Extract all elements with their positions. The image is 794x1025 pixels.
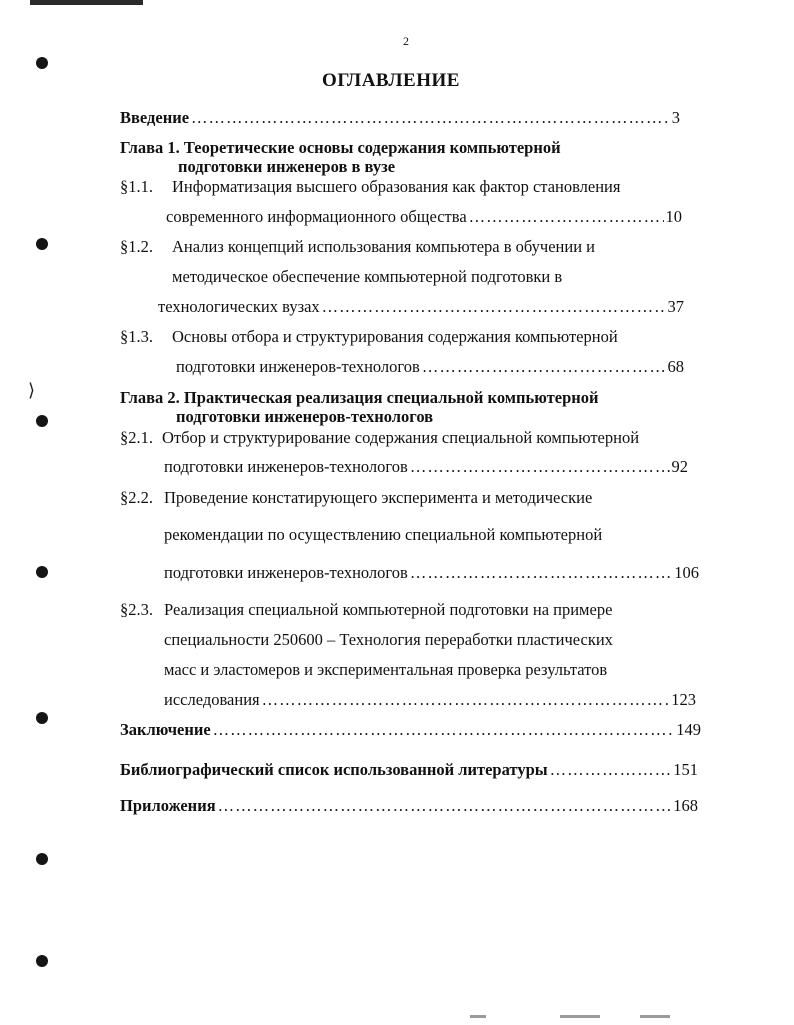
toc-page-number: 151 <box>673 760 698 779</box>
toc-page-number: 3 <box>671 108 680 127</box>
dot-leader <box>469 206 664 228</box>
chapter-2-heading-line2: подготовки инженеров-технологов <box>176 407 434 426</box>
section-text: подготовки инженеров-технологов <box>164 563 408 582</box>
toc-page-number: 149 <box>676 720 701 739</box>
toc-page-number: 106 <box>674 563 699 582</box>
chapter-1-heading-line2: подготовки инженеров в вузе <box>178 157 396 176</box>
toc-section-1-2-last[interactable] <box>158 296 684 318</box>
section-text: Анализ концепций использования компьютера в обучении и <box>172 237 595 256</box>
toc-page-number: 68 <box>667 357 684 376</box>
scan-artifact <box>560 1015 600 1018</box>
section-marker: §2.2. <box>120 488 153 507</box>
toc-page-number: 168 <box>673 796 698 815</box>
section-text: рекомендации по осуществлению специальной компьютерной <box>164 525 603 544</box>
section-marker: §2.1. <box>120 428 153 447</box>
scan-edge-bar <box>30 0 143 5</box>
scan-artifact <box>470 1015 486 1018</box>
toc-entry-appendix[interactable] <box>120 795 698 817</box>
section-text: масс и эластомеров и экспериментальная проверка результатов <box>164 660 608 679</box>
scan-artifact <box>640 1015 670 1018</box>
dot-leader <box>410 456 670 478</box>
toc-section-2-3-last[interactable] <box>164 689 696 711</box>
section-text: специальности 250600 – Технология переработки пластических <box>164 630 613 649</box>
binder-hole-icon <box>36 566 48 578</box>
section-text: Реализация специальной компьютерной подготовки на примере <box>164 600 613 619</box>
toc-page-number: 10 <box>665 207 682 226</box>
page-number: 2 <box>403 34 409 48</box>
section-text: методическое обеспечение компьютерной подготовки в <box>172 267 563 286</box>
chapter-2-heading[interactable]: Глава 2. Практическая реализация специальной компьютерной <box>120 388 599 407</box>
binder-hole-icon <box>36 853 48 865</box>
dot-leader <box>410 562 672 584</box>
section-text: подготовки инженеров-технологов <box>176 357 420 376</box>
toc-section-2-1[interactable] <box>120 427 639 449</box>
dot-leader <box>550 759 672 781</box>
section-text: Проведение констатирующего эксперимента и методические <box>164 488 593 507</box>
binder-hole-icon <box>36 955 48 967</box>
binder-hole-icon <box>36 712 48 724</box>
toc-section-1-3[interactable] <box>120 326 618 348</box>
toc-section-2-1-last[interactable] <box>164 456 688 478</box>
toc-section-1-1-last[interactable] <box>166 206 682 228</box>
section-text: современного информационного общества <box>166 207 467 226</box>
dot-leader <box>262 689 670 711</box>
page-title: ОГЛАВЛЕНИЕ <box>322 70 460 91</box>
toc-entry-intro[interactable] <box>120 107 680 129</box>
section-marker: §1.1. <box>120 177 153 196</box>
section-text: исследования <box>164 690 260 709</box>
dot-leader <box>218 795 672 817</box>
toc-entry-label: Приложения <box>120 796 216 815</box>
section-marker: §1.3. <box>120 327 153 346</box>
binder-hole-icon <box>36 238 48 250</box>
margin-bracket-icon: ⟩ <box>28 380 36 401</box>
toc-entry-bibliography[interactable] <box>120 759 698 781</box>
section-marker: §2.3. <box>120 600 153 619</box>
toc-entry-label: Заключение <box>120 720 211 739</box>
toc-entry-label: Введение <box>120 108 190 127</box>
dot-leader <box>191 107 670 129</box>
toc-section-2-2[interactable] <box>120 487 592 509</box>
toc-section-1-3-last[interactable] <box>176 356 684 378</box>
dot-leader <box>213 719 675 741</box>
dot-leader <box>422 356 666 378</box>
toc-section-1-1[interactable] <box>120 176 620 198</box>
section-marker: §1.2. <box>120 237 153 256</box>
toc-section-2-3[interactable] <box>120 599 612 621</box>
toc-entry-conclusion[interactable] <box>120 719 701 741</box>
section-text: Отбор и структурирование содержания специальной компьютерной <box>162 428 640 447</box>
toc-page-number: 123 <box>671 690 696 709</box>
section-text: Информатизация высшего образования как фактор становления <box>172 177 621 196</box>
binder-hole-icon <box>36 415 48 427</box>
dot-leader <box>322 296 666 318</box>
section-text: Основы отбора и структурирования содержания компьютерной <box>172 327 618 346</box>
section-text: подготовки инженеров-технологов <box>164 457 408 476</box>
toc-entry-label: Библиографический список использованной литературы <box>120 760 548 779</box>
toc-page-number: 92 <box>671 457 688 476</box>
binder-hole-icon <box>36 57 48 69</box>
section-text: технологических вузах <box>158 297 320 316</box>
chapter-1-heading[interactable]: Глава 1. Теоретические основы содержания компьютерной <box>120 138 561 157</box>
toc-section-1-2[interactable] <box>120 236 595 258</box>
toc-section-2-2-last[interactable] <box>164 562 699 584</box>
toc-page-number: 37 <box>667 297 684 316</box>
